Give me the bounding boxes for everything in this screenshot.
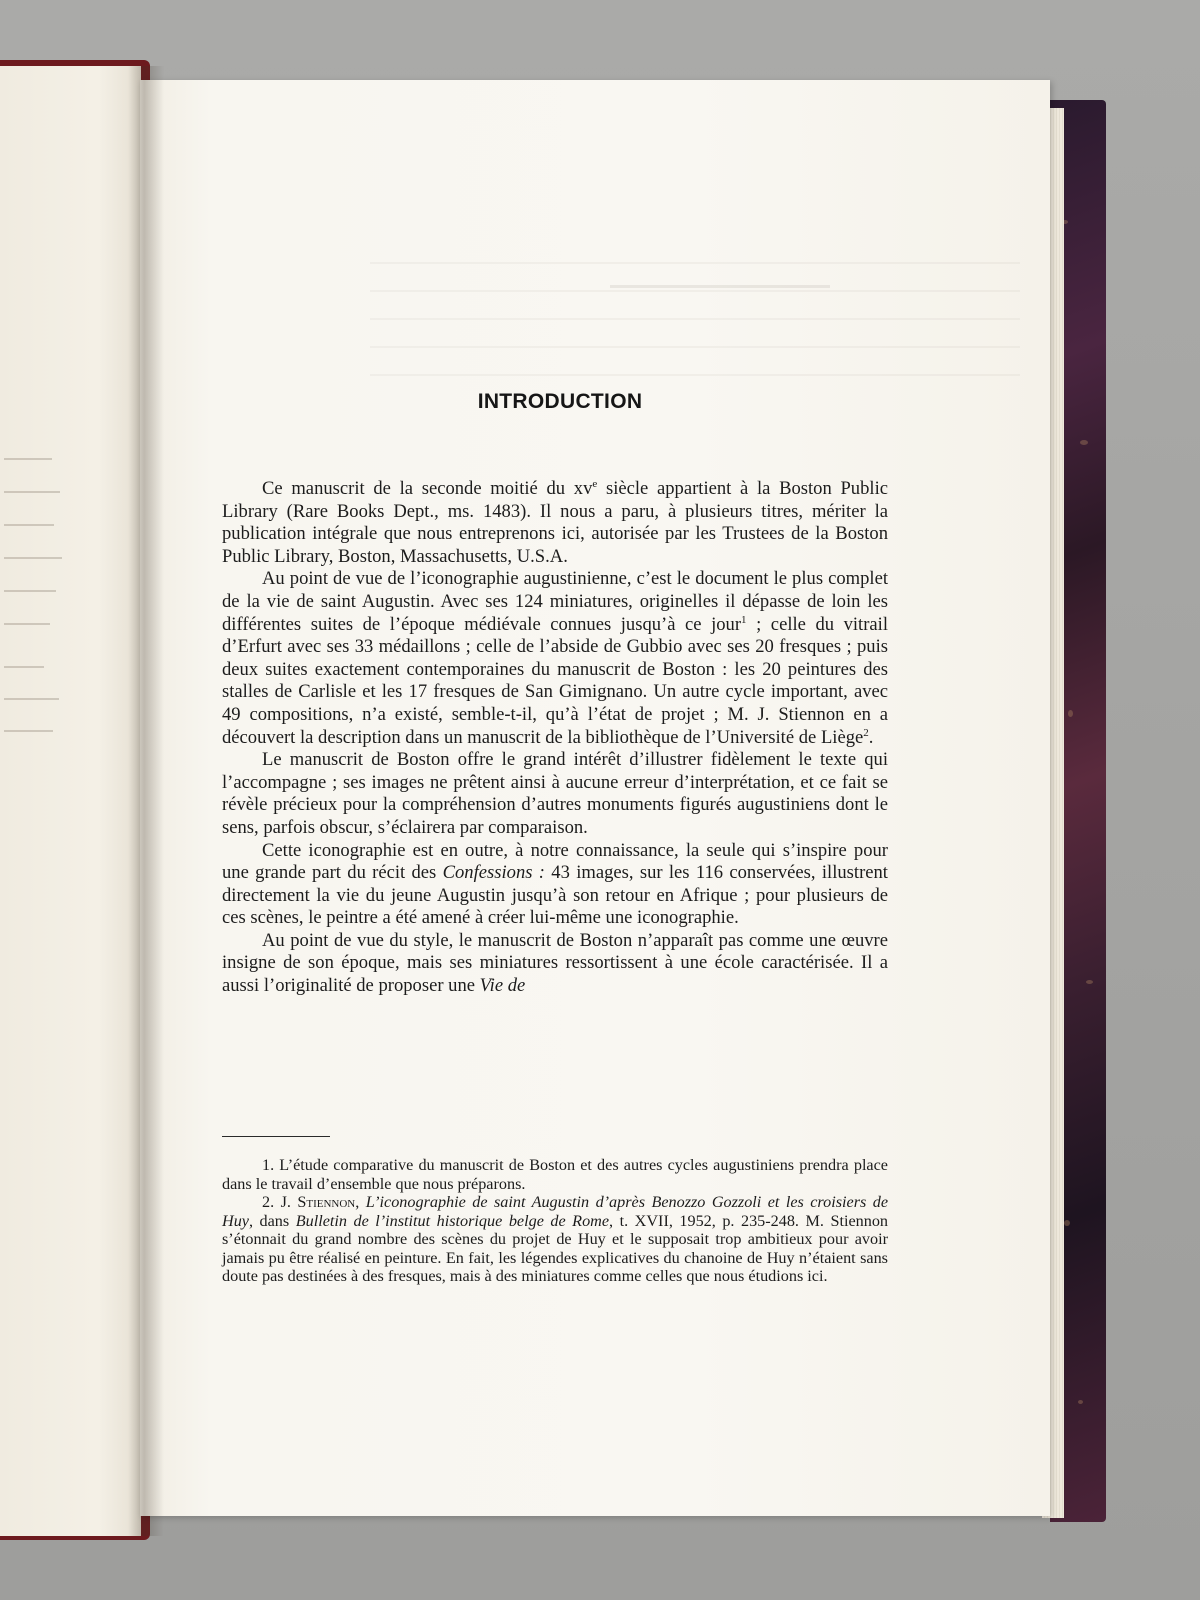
paragraph-text: Le manuscrit de Boston offre le grand intérêt d’illustrer fidèlement le texte qui l’accompagne ; ses images ne prêtent ainsi à aucune erreur d’interprétation, et ce fait se révèle précieux pour la compréhension d’autres monuments figurés augustiniens dont le sens, parfois obscur, s’éclairera par comparaison. xyxy=(222,749,888,838)
cover-marbling xyxy=(1086,980,1093,984)
left-page-ghost-line xyxy=(4,623,50,625)
left-page-ghost-line xyxy=(4,590,56,592)
footnote-text: , xyxy=(355,1193,366,1211)
italic-title: Vie de xyxy=(479,975,526,997)
show-through-line xyxy=(370,262,1020,264)
page-title: INTRODUCTION xyxy=(477,390,643,413)
show-through-page-number xyxy=(1005,285,1010,308)
footnotes xyxy=(222,1156,888,1286)
paragraph-1 xyxy=(222,478,888,568)
show-through-line xyxy=(370,318,1020,320)
footnote-text: , t. XVII, 1952, p. 235-248. M. Stiennon s’étonnait du grand nombre des scènes du projet de Huy et le supposait trop ambitieux pour avoir jamais pu être réalisé en peinture. En fait, les légendes explicatives du chanoine de Huy n’étaient sans doute pas destinées à des fresques, mais à des miniatures comme celles que nous étudions ici. xyxy=(222,1211,889,1285)
paragraph-text: Au point de vue du style, le manuscrit de Boston n’apparaît pas comme une œuvre insigne de son époque, mais ses miniatures ressortissent à une école caractérisée. Il a aussi l’originalité de proposer une xyxy=(222,929,888,997)
cover-marbling xyxy=(1080,440,1088,445)
left-page-ghost-line xyxy=(4,491,60,493)
show-through-line xyxy=(370,374,1020,376)
left-page-ghost-line xyxy=(4,524,54,526)
italic-title: Confessions : xyxy=(442,862,545,884)
left-page-ghost-line xyxy=(4,458,52,460)
superscript-century: e xyxy=(592,477,598,490)
paragraph-2 xyxy=(222,568,888,749)
left-page-ghost-line xyxy=(4,557,62,559)
footnote-text: 1. L’étude comparative du manuscrit de Boston et des autres cycles augustiniens prendra place dans le travail d’ensemble que nous préparons. xyxy=(222,1156,888,1193)
left-page-ghost-line xyxy=(4,698,59,700)
gutter-shadow xyxy=(128,66,164,1536)
paragraph-text: siècle appartient à la Boston Public Library (Rare Books Dept., ms. 1483). Il nous a paru, à plusieurs titres, mériter la publication intégrale que nous entreprenons ici, autorisée par les Trustees de la Boston Public Library, Boston, Massachusetts, U.S.A. xyxy=(222,478,888,567)
paragraph-text: ; celle du vitrail d’Erfurt avec ses 33 médaillons ; celle de l’abside de Gubbio avec ses 20 fresques ; puis deux suites exactement contemporaines du manuscrit de Boston : les 20 peintures des stalles de Carlisle et les 17 fresques de San Gimignano. Un autre cycle important, avec 49 compositions, n’a existé, semble-t-il, qu’à l’état de projet ; M. J. Stiennon en a découvert la description dans un manuscrit de la bibliothèque de l’Université de Liège xyxy=(222,613,889,748)
show-through-header xyxy=(610,285,830,288)
footnote-1 xyxy=(222,1156,888,1193)
left-page xyxy=(0,66,141,1536)
paragraph-5 xyxy=(222,930,888,998)
paragraph-3 xyxy=(222,749,888,839)
paragraph-text: Au point de vue de l’iconographie augustinienne, c’est le document le plus complet de la vie de saint Augustin. Avec ses 124 miniatures, originelles il dépasse de loin les différentes suites de l’époque médiévale connues jusqu’à ce jour xyxy=(222,568,888,635)
show-through-line xyxy=(370,346,1020,348)
footnote-text: , dans xyxy=(248,1211,296,1230)
paragraph-text: Cette iconographie est en outre, à notre connaissance, la seule qui s’inspire pour une grande part du récit des xyxy=(222,839,888,884)
footnote-text: 2. J. xyxy=(262,1193,298,1211)
paragraph-text: Ce manuscrit de la seconde moitié du xv xyxy=(262,478,593,499)
left-page-ghost-line xyxy=(4,666,44,668)
body-text xyxy=(222,478,888,998)
show-through-line xyxy=(370,290,1020,292)
footnote-author: Stiennon xyxy=(297,1193,356,1211)
footnote-ref-2[interactable]: 2 xyxy=(863,726,869,739)
left-page-ghost-line xyxy=(4,730,53,732)
footnote-2 xyxy=(222,1193,888,1286)
paragraph-text: . xyxy=(868,726,874,748)
footnote-separator xyxy=(222,1136,330,1137)
cover-marbling xyxy=(1064,1220,1070,1226)
footnote-ref-1[interactable]: 1 xyxy=(741,613,747,626)
footnote-journal: Bulletin de l’institut historique belge de Rome xyxy=(295,1211,610,1230)
footnote-work-title: L’iconographie de saint Augustin d’après Benozzo Gozzoli et les croisiers de Huy xyxy=(222,1193,889,1230)
paragraph-text: 43 images, sur les 116 conservées, illustrent directement la vie du jeune Augustin jusqu’à son retour en Afrique ; pour plusieurs de ces scènes, le peintre a été amené à créer lui-même une iconographie. xyxy=(222,862,888,929)
cover-marbling xyxy=(1068,710,1073,717)
cover-marbling xyxy=(1078,1400,1083,1404)
paragraph-4 xyxy=(222,840,888,930)
